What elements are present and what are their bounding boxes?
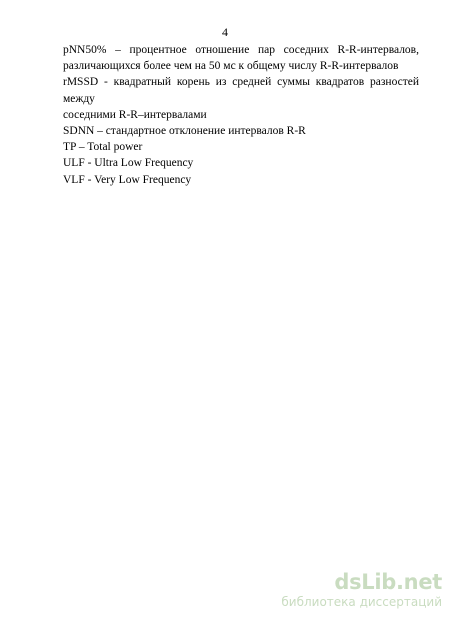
abbreviation-line: различающихся более чем на 50 мс к общему числу R-R-интервалов [63, 60, 399, 73]
abbreviation-tp [63, 139, 419, 155]
abbreviation-line: TP – Total power [63, 141, 143, 154]
abbreviation-line: rMSSD - квадратный корень из средней суммы квадратов разностей между [63, 76, 419, 105]
abbreviation-line: VLF - Very Low Frequency [63, 173, 192, 186]
watermark-caption: библиотека диссертаций [281, 595, 442, 609]
watermark-logo: dsLib.net [334, 570, 442, 594]
abbreviation-rmssd [63, 74, 419, 123]
dslib-watermark [281, 571, 442, 609]
abbreviation-line: соседними R-R–интервалами [63, 108, 207, 121]
abbreviation-line: pNN50% – процентное отношение пар соседних R-R-интервалов, [63, 44, 419, 56]
abbreviation-list [63, 42, 419, 188]
abbreviation-pnn50 [63, 42, 419, 74]
abbreviation-line: ULF - Ultra Low Frequency [63, 157, 194, 170]
abbreviation-sdnn [63, 123, 419, 139]
page-number: 4 [222, 25, 228, 39]
abbreviation-line: SDNN – стандартное отклонение интервалов R-R [63, 125, 306, 138]
abbreviation-vlf [63, 172, 419, 188]
abbreviation-ulf [63, 155, 419, 171]
